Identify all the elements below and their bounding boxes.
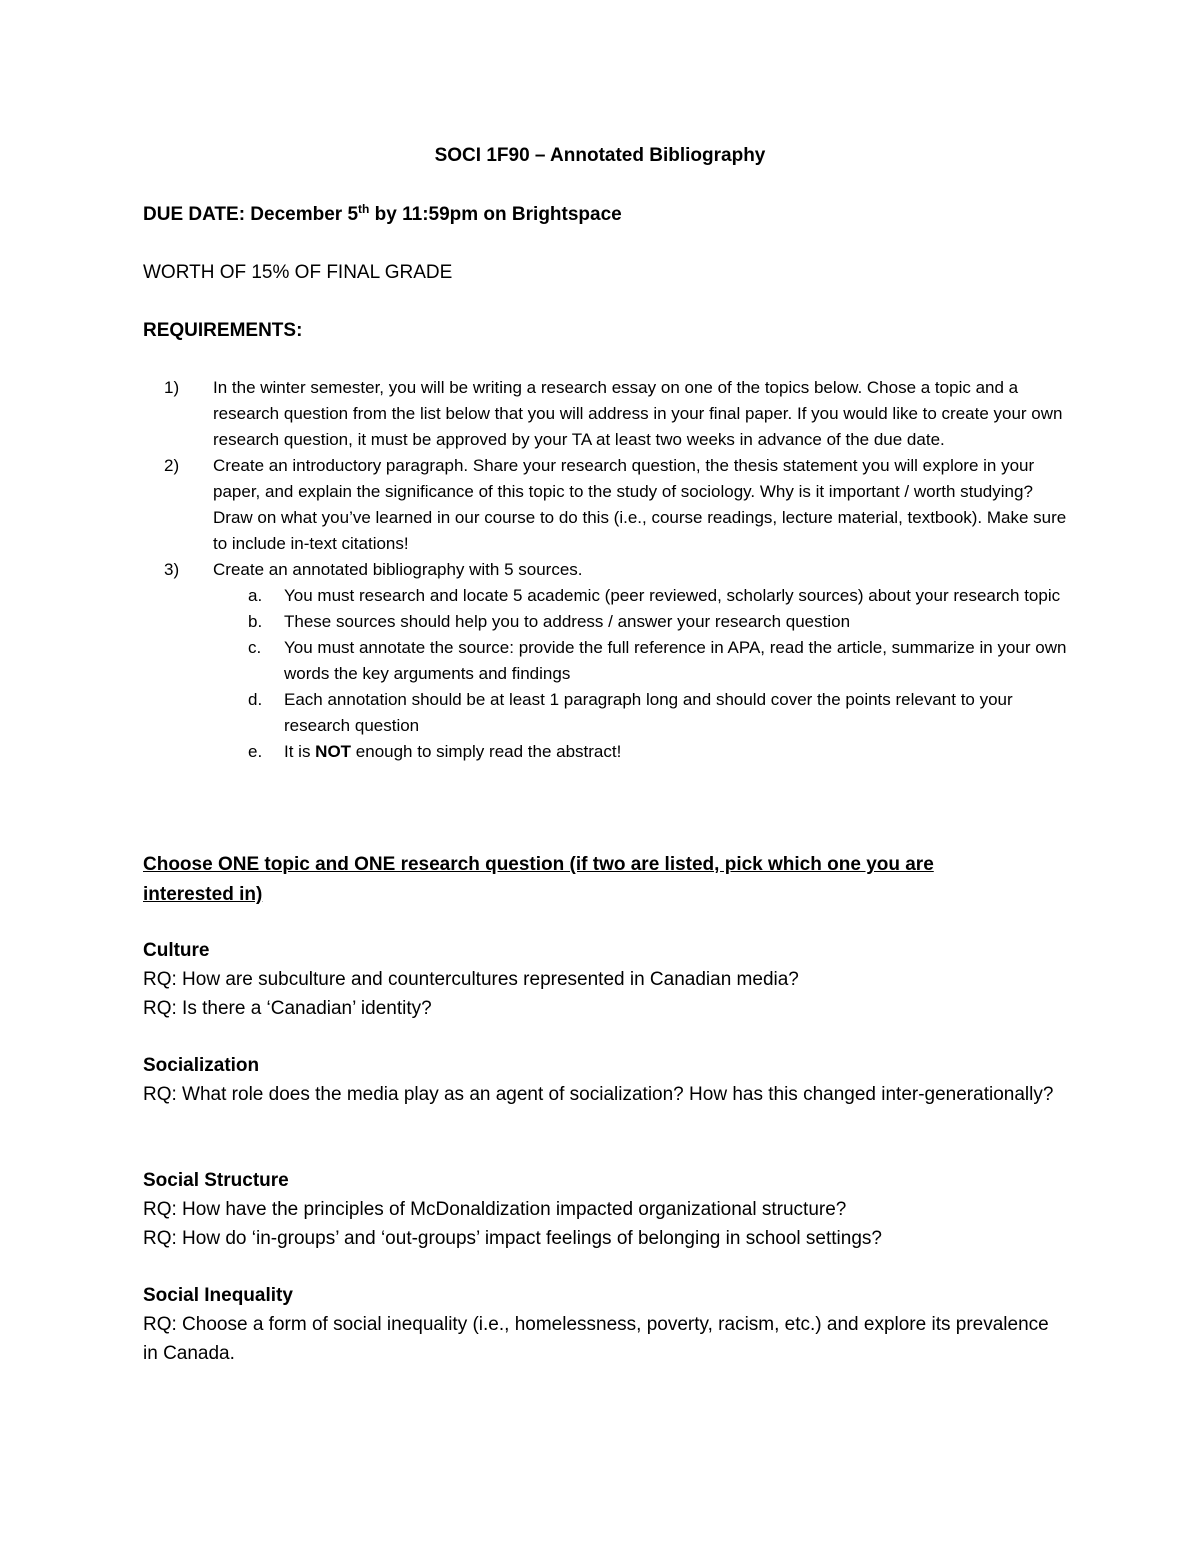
- sub-requirement-text: You must research and locate 5 academic (peer reviewed, scholarly sources) about your research topic: [284, 586, 1061, 605]
- choose-topic-heading: Choose ONE topic and ONE research question (if two are listed, pick which one you are interested in): [143, 854, 934, 905]
- sub-requirement-text: Each annotation should be at least 1 paragraph long and should cover the points relevant to your research question: [284, 690, 1013, 735]
- research-question: RQ: How do ‘in-groups’ and ‘out-groups’ impact feelings of belonging in school settings?: [143, 1228, 882, 1249]
- grade-weight: WORTH OF 15% OF FINAL GRADE: [143, 262, 453, 283]
- research-question: RQ: Choose a form of social inequality (i.e., homelessness, poverty, racism, etc.) and explore its prevalence in Canada.: [143, 1314, 1049, 1364]
- due-date-prefix: DUE DATE: December 5: [143, 204, 359, 225]
- sub-requirement-letter: b.: [248, 612, 263, 631]
- requirement-number: 3): [164, 560, 180, 579]
- topic-heading: Social Inequality: [143, 1285, 293, 1306]
- sub-requirement-item: [143, 583, 1073, 609]
- document-title: SOCI 1F90 – Annotated Bibliography: [434, 145, 766, 166]
- sub-requirement-text: These sources should help you to address / answer your research question: [284, 612, 851, 631]
- sub-requirement-item: [143, 687, 1073, 739]
- topic-culture: [143, 936, 1063, 1023]
- requirement-text: Create an annotated bibliography with 5 sources.: [213, 560, 583, 579]
- requirement-item: [143, 453, 1073, 557]
- sub-requirement-item: [143, 739, 1073, 765]
- requirement-text: Create an introductory paragraph. Share your research question, the thesis statement you will explore in your paper, and explain the significance of this topic to the study of sociology. Why is it important / worth studying? Draw on what you’ve learned in our course to do this (i.e., course readings, lecture material, textbook). Make sure to include in-text citations!: [213, 456, 1067, 553]
- requirement-number: 2): [164, 456, 180, 475]
- topic-heading: Socialization: [143, 1055, 260, 1076]
- sub-requirement-letter: e.: [248, 742, 263, 761]
- requirement-text: In the winter semester, you will be writing a research essay on one of the topics below. Chose a topic and a research question from the list below that you will address in your final paper. If you would like to create your own research question, it must be approved by your TA at least two weeks in advance of the due date.: [213, 378, 1063, 449]
- requirement-item: [143, 375, 1073, 453]
- topic-heading: Social Structure: [143, 1170, 289, 1191]
- sub-requirement-text: You must annotate the source: provide the full reference in APA, read the article, summarize in your own words the key arguments and findings: [284, 638, 1067, 683]
- sub-requirement-text-after: enough to simply read the abstract!: [351, 742, 622, 761]
- requirement-number: 1): [164, 378, 180, 397]
- requirements-heading: REQUIREMENTS:: [143, 320, 303, 341]
- due-date-suffix: by 11:59pm on Brightspace: [369, 204, 622, 225]
- topic-heading: Culture: [143, 940, 210, 961]
- research-question: RQ: What role does the media play as an agent of socialization? How has this changed inter-generationally?: [143, 1084, 1054, 1105]
- sub-requirement-letter: d.: [248, 690, 263, 709]
- sub-requirement-item: [143, 635, 1073, 687]
- due-date-sup: th: [358, 202, 370, 216]
- sub-requirement-letter: a.: [248, 586, 263, 605]
- research-question: RQ: How are subculture and countercultures represented in Canadian media?: [143, 969, 799, 990]
- sub-requirement-item: [143, 609, 1073, 635]
- topic-social-structure: [143, 1166, 1063, 1253]
- sub-requirement-letter: c.: [248, 638, 262, 657]
- requirement-item: [143, 557, 1073, 583]
- sub-requirement-emphasis: NOT: [315, 742, 352, 761]
- sub-requirements-list: [143, 583, 1073, 765]
- requirements-list: [143, 375, 1073, 765]
- topic-social-inequality: [143, 1281, 1063, 1368]
- topic-socialization: [143, 1051, 1063, 1109]
- research-question: RQ: Is there a ‘Canadian’ identity?: [143, 998, 432, 1019]
- due-date: [143, 204, 622, 226]
- sub-requirement-text-before: It is: [284, 742, 316, 761]
- research-question: RQ: How have the principles of McDonaldization impacted organizational structure?: [143, 1199, 847, 1220]
